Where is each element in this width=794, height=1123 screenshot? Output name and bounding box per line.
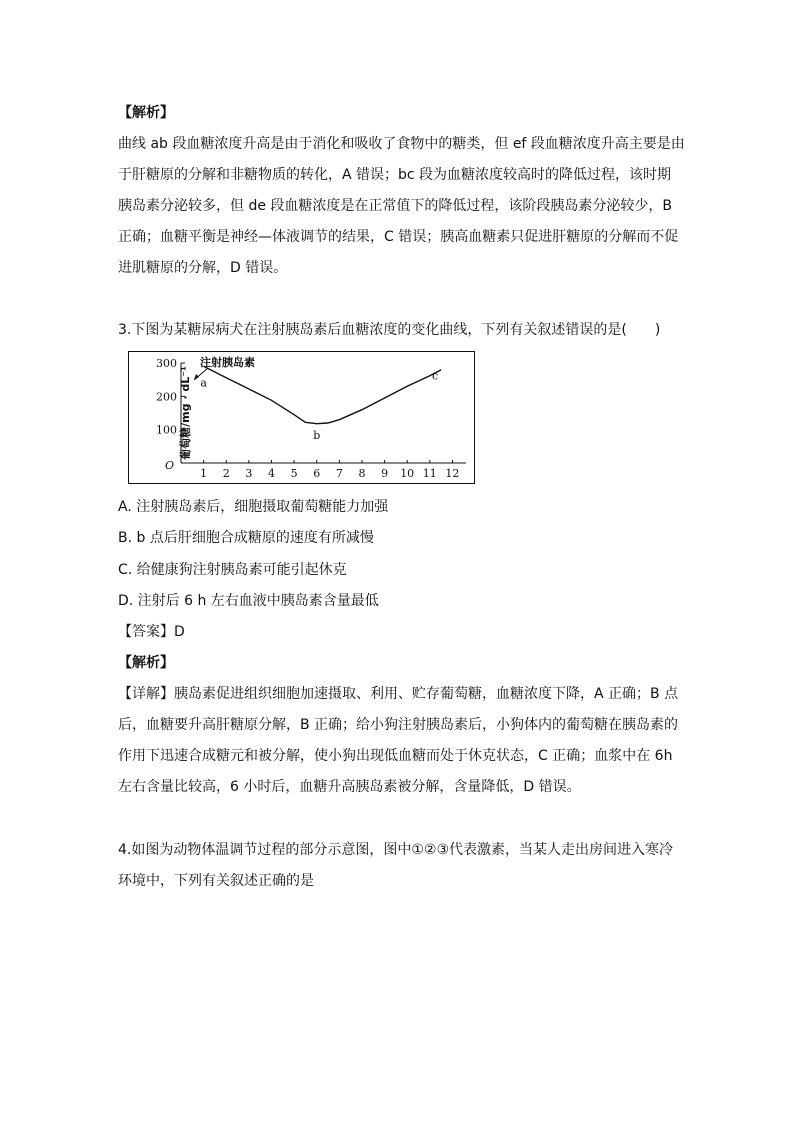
x-tick-label: 11 bbox=[422, 467, 437, 480]
chart-svg bbox=[128, 351, 475, 484]
glucose-curve bbox=[204, 366, 442, 423]
question-4-line: 4.如图为动物体温调节过程的部分示意图，图中①②③代表激素，当某人走出房间进入寒冷 bbox=[118, 842, 674, 858]
y-tick-label: 300 bbox=[156, 357, 177, 370]
analysis-heading: 【解析】 bbox=[118, 105, 174, 121]
question-3-stem: 3.下图为某糖尿病犬在注射胰岛素后血糖浓度的变化曲线，下列有关叙述错误的是( ) bbox=[118, 322, 661, 338]
arrow-head-icon bbox=[194, 374, 199, 380]
analysis-line: 胰岛素分泌较多，但 de 段血糖浓度是在正常值下的降低过程，该阶段胰岛素分泌较少，B bbox=[118, 198, 673, 214]
x-tick-label: 1 bbox=[200, 467, 208, 480]
analysis-line: 曲线 ab 段血糖浓度升高是由于消化和吸收了食物中的糖类，但 ef 段血糖浓度升高主要是由 bbox=[118, 136, 685, 152]
detail-line: 左右含量比较高，6 小时后，血糖升高胰岛素被分解，含量降低，D 错误。 bbox=[118, 779, 581, 795]
x-tick-label: 2 bbox=[222, 467, 230, 480]
analysis-line: 进肌糖原的分解，D 错误。 bbox=[118, 260, 288, 276]
x-tick-label: 3 bbox=[245, 467, 253, 480]
y-tick-label: 100 bbox=[156, 423, 177, 437]
y-tick-label: 200 bbox=[156, 390, 177, 404]
option-a: A. 注射胰岛素后，细胞摄取葡萄糖能力加强 bbox=[118, 499, 389, 515]
analysis-line: 于肝糖原的分解和非糖物质的转化，A 错误；bc 段为血糖浓度较高时的降低过程，该时期 bbox=[118, 167, 672, 183]
detail-line: 作用下迅速合成糖元和被分解，使小狗出现低血糖而处于休克状态，C 正确；血浆中在 6h bbox=[118, 748, 673, 764]
y-axis-label: 葡萄糖/mg · dL⁻¹ bbox=[179, 366, 192, 460]
origin-label: O bbox=[164, 459, 174, 472]
analysis-heading: 【解析】 bbox=[118, 655, 174, 671]
question-4-line: 环境中，下列有关叙述正确的是 bbox=[118, 873, 314, 889]
x-tick-label: 8 bbox=[358, 467, 366, 480]
x-tick-label: 7 bbox=[335, 467, 343, 480]
x-tick-label: 4 bbox=[267, 467, 275, 480]
option-c: C. 给健康狗注射胰岛素可能引起休克 bbox=[118, 562, 347, 578]
x-tick-label: 12 bbox=[445, 467, 460, 480]
point-label-a: a bbox=[200, 376, 207, 390]
answer: 【答案】D bbox=[118, 624, 185, 640]
blood-glucose-chart bbox=[128, 351, 475, 484]
x-tick-label: 10 bbox=[400, 467, 415, 480]
x-tick-label: 5 bbox=[290, 467, 298, 480]
option-d: D. 注射后 6 h 左右血液中胰岛素含量最低 bbox=[118, 593, 379, 609]
detail-line: 【详解】胰岛素促进组织细胞加速摄取、利用、贮存葡萄糖，血糖浓度下降，A 正确；B 点 bbox=[118, 686, 679, 702]
detail-line: 后，血糖要升高肝糖原分解，B 正确；给小狗注射胰岛素后，小狗体内的葡萄糖在胰岛素的 bbox=[118, 717, 679, 733]
analysis-line: 正确；血糖平衡是神经—体液调节的结果，C 错误；胰高血糖素只促进肝糖原的分解而不促 bbox=[118, 229, 679, 245]
point-label-c: c bbox=[432, 369, 439, 383]
option-b: B. b 点后肝细胞合成糖原的速度有所减慢 bbox=[118, 530, 374, 546]
injection-annotation: 注射胰岛素 bbox=[200, 356, 255, 369]
x-tick-label: 6 bbox=[313, 467, 321, 480]
x-tick-label: 9 bbox=[381, 467, 389, 480]
point-label-b: b bbox=[313, 429, 321, 442]
